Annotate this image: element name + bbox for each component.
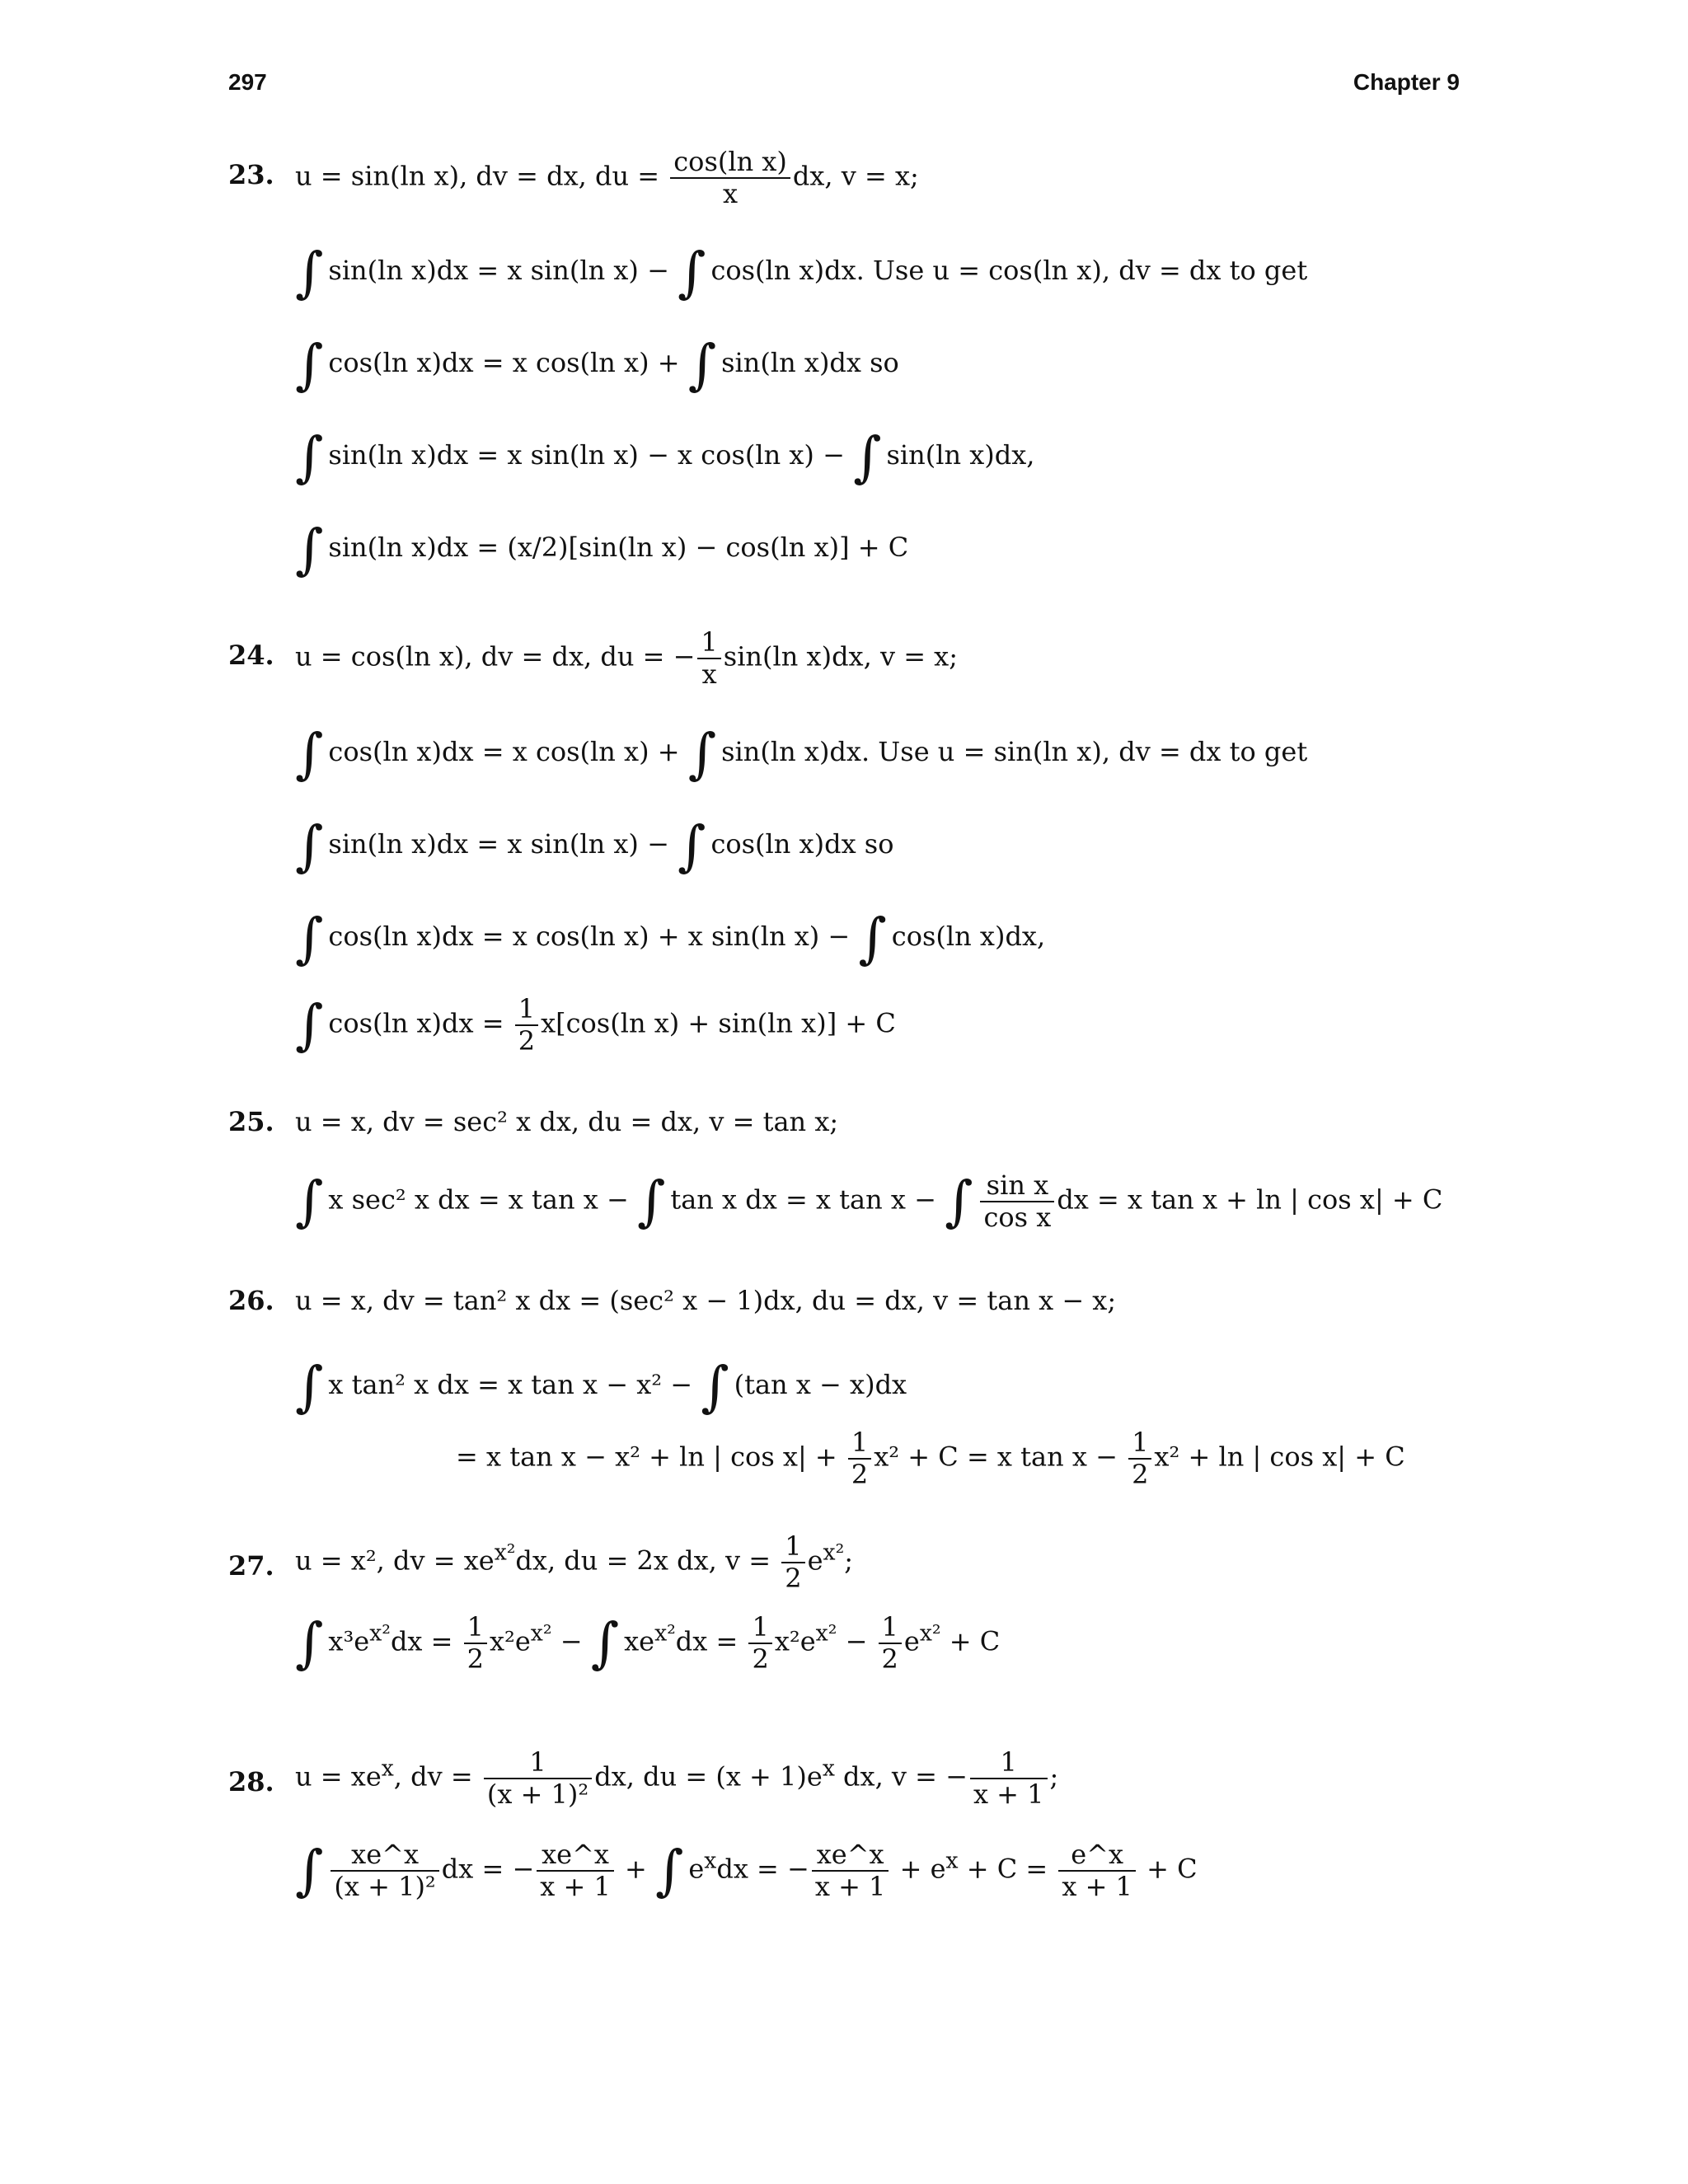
fraction: $\frac{1}{2}$ xyxy=(464,1612,487,1675)
fraction: $\frac{xe\^{}x}{\text{(x + 1)²}}$ xyxy=(331,1840,438,1902)
fraction: $\frac{1}{2}$ xyxy=(781,1531,804,1594)
problem-26-setup: u = x, dv = tan² x dx = (sec² x − 1)dx, du = dx, v = tan x − x; xyxy=(295,1285,1117,1316)
problem-24-step-2: ∫ sin(ln x)dx = x sin(ln x) − ∫ cos(ln x)dx so xyxy=(295,814,894,878)
fraction: $\frac{1}{2}$ xyxy=(1128,1427,1151,1490)
integral-sign-icon: ∫ xyxy=(853,425,882,489)
integral-sign-icon: ∫ xyxy=(590,1611,620,1675)
problem-28-setup: $u = xe^x$, dv = $\frac{1}{\text{(x + 1)²}}$ dx, du = $(x + 1)e^x$ dx, v = − $\frac{1}{x + 1}$ ; xyxy=(295,1746,1059,1810)
integral-sign-icon: ∫ xyxy=(295,425,324,489)
problem-24-step-3: ∫ cos(ln x)dx = x cos(ln x) + x sin(ln x) − ∫ cos(ln x)dx, xyxy=(295,907,1046,970)
problem-number-25: 25. xyxy=(228,1106,274,1137)
fraction: $\frac{1}{2}$ xyxy=(748,1612,771,1675)
integral-sign-icon: ∫ xyxy=(701,1355,729,1418)
problem-27-step-1: ∫ $x^3e^{x^2}dx$ = $\frac{1}{2}$ $x^2e^{x^2}$ − ∫ $xe^{x^2}dx$ = $\frac{1}{2}$ $x^2e^{x^2}$ − $\frac{1}{2}$ $e^{x^2} + C$ xyxy=(295,1611,1001,1675)
integral-sign-icon: ∫ xyxy=(295,722,324,785)
problem-number-26: 26. xyxy=(228,1285,274,1316)
problem-number-28: 28. xyxy=(228,1766,274,1797)
fraction: $\frac{1}{2}$ xyxy=(848,1427,871,1490)
problem-number-24: 24. xyxy=(228,640,274,671)
problem-23-step-3: ∫ sin(ln x)dx = x sin(ln x) − x cos(ln x) − ∫ sin(ln x)dx, xyxy=(295,425,1035,489)
problem-26-step-2: = x tan x − x² + ln | cos x| + $\frac{1}{2}$ x² + C = x tan x − $\frac{1}{2}$ x² + ln | cos x| + C xyxy=(456,1427,1405,1490)
fraction: $\frac{e\^{}x}{x + 1}$ xyxy=(1058,1840,1136,1902)
fraction: $\frac{1}{2}$ xyxy=(515,994,538,1057)
integral-sign-icon: ∫ xyxy=(858,907,887,970)
integral-sign-icon: ∫ xyxy=(295,518,324,581)
page-number: 297 xyxy=(228,69,267,95)
integral-sign-icon: ∫ xyxy=(636,1169,666,1234)
problem-23-step-4: ∫ sin(ln x)dx = (x/2)[sin(ln x) − cos(ln x)] + C xyxy=(295,518,909,581)
integral-sign-icon: ∫ xyxy=(295,1611,324,1675)
integral-sign-icon: ∫ xyxy=(945,1169,973,1234)
integral-sign-icon: ∫ xyxy=(295,241,324,304)
problem-25-step-1: ∫ x sec² x dx = x tan x − ∫ tan x dx = x tan x − ∫ $\frac{\text{sin x}}{\text{cos x}}$ dx = x tan x + ln | cos x| + C xyxy=(295,1169,1443,1234)
problem-25-setup: u = x, dv = sec² x dx, du = dx, v = tan x; xyxy=(295,1106,839,1137)
problem-28-step-1: ∫ $\frac{xe\^{}x}{\text{(x + 1)²}}$ dx = − $\frac{xe\^{}x}{x + 1}$ + ∫ $e^xdx$ = − $\frac{xe\^{}x}{x + 1}$ + $e^x + C$ = $\frac{e\^{}x}{x + 1}$ + C xyxy=(295,1839,1198,1903)
chapter-label: Chapter 9 xyxy=(1353,69,1460,95)
problem-number-27: 27. xyxy=(228,1550,274,1582)
integral-sign-icon: ∫ xyxy=(295,1839,324,1903)
integral-sign-icon: ∫ xyxy=(295,333,324,396)
problem-23-step-2: ∫ cos(ln x)dx = x cos(ln x) + ∫ sin(ln x)dx so xyxy=(295,333,899,396)
problem-24-step-4: ∫ cos(ln x)dx = $\frac{1}{2}$ x[cos(ln x) + sin(ln x)] + C xyxy=(295,993,896,1057)
fraction: $\frac{1}{\text{(x + 1)²}}$ xyxy=(484,1747,592,1810)
fraction: $\frac{xe\^{}x}{x + 1}$ xyxy=(812,1840,889,1902)
problem-24-setup: u = cos(ln x), dv = dx, du = − $\frac{1}{x}$ sin(ln x)dx, v = x; xyxy=(295,626,958,690)
fraction: $\frac{\text{sin x}}{\text{cos x}}$ xyxy=(980,1170,1054,1233)
integral-sign-icon: ∫ xyxy=(687,722,717,785)
problem-26-step-1: ∫ x tan² x dx = x tan x − x² − ∫ (tan x − x)dx xyxy=(295,1355,907,1418)
problem-number-23: 23. xyxy=(228,159,274,190)
problem-23-step-1: ∫ sin(ln x)dx = x sin(ln x) − ∫ cos(ln x)dx. Use u = cos(ln x), dv = dx to get xyxy=(295,241,1308,304)
integral-sign-icon: ∫ xyxy=(678,814,706,878)
fraction: $\frac{xe\^{}x}{x + 1}$ xyxy=(537,1840,614,1902)
problem-24-step-1: ∫ cos(ln x)dx = x cos(ln x) + ∫ sin(ln x)dx. Use u = sin(ln x), dv = dx to get xyxy=(295,722,1308,785)
fraction: $\frac{1}{x}$ xyxy=(697,627,720,690)
integral-sign-icon: ∫ xyxy=(678,241,706,304)
fraction: $\frac{\text{cos(ln x)}}{x}$ xyxy=(670,147,790,209)
integral-sign-icon: ∫ xyxy=(295,993,324,1057)
integral-sign-icon: ∫ xyxy=(295,1169,324,1234)
integral-sign-icon: ∫ xyxy=(687,333,717,396)
fraction: $\frac{1}{2}$ xyxy=(879,1612,902,1675)
problem-23-setup: u = sin(ln x), dv = dx, du = $\frac{\text{cos(ln x)}}{x}$ dx, v = x; xyxy=(295,146,919,209)
integral-sign-icon: ∫ xyxy=(295,814,324,878)
integral-sign-icon: ∫ xyxy=(295,907,324,970)
integral-sign-icon: ∫ xyxy=(295,1355,324,1418)
problem-27-setup: u = x², dv = $xe^{x^2}dx$, du = 2x dx, v = $\frac{1}{2}$ $e^{x^2}$; xyxy=(295,1530,854,1594)
integral-sign-icon: ∫ xyxy=(654,1839,684,1903)
fraction: $\frac{1}{x + 1}$ xyxy=(970,1747,1048,1810)
